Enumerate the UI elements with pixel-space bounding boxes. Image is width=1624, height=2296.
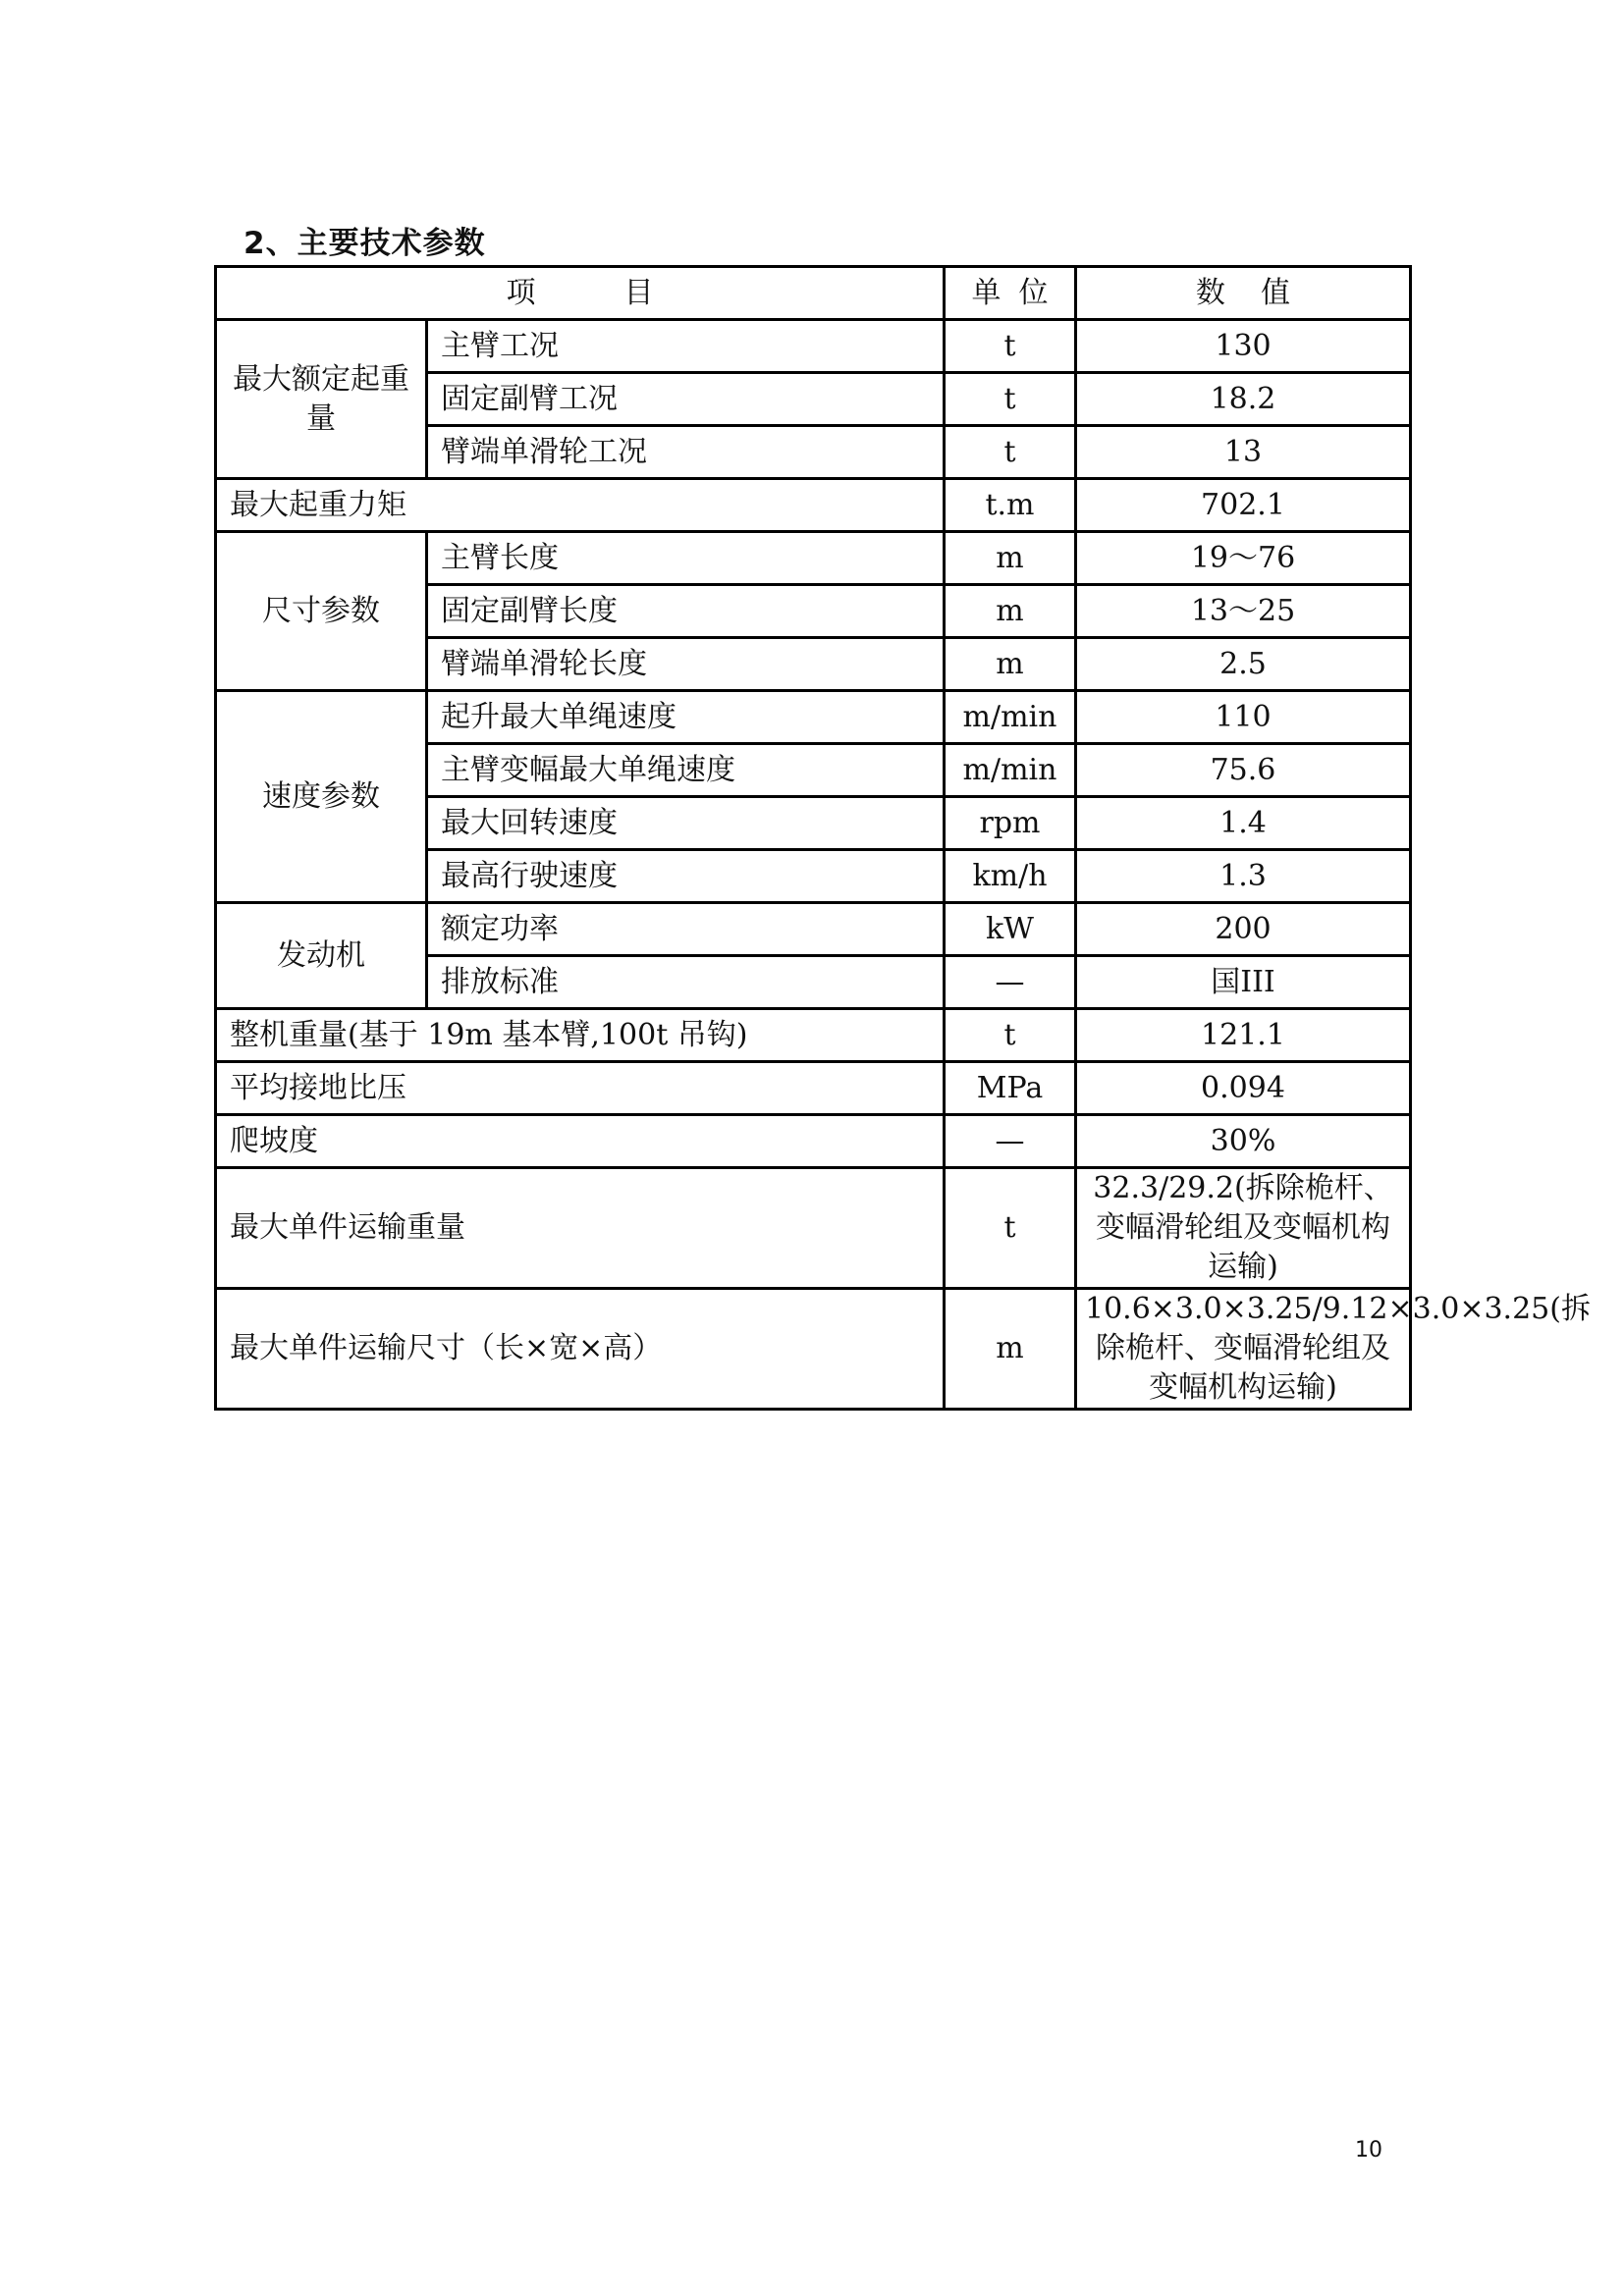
row-value: 121.1 [1076, 1009, 1411, 1062]
row-item: 最大单件运输重量 [216, 1168, 945, 1289]
row-unit: km/h [945, 850, 1076, 903]
table-row [216, 1062, 1411, 1115]
row-item: 主臂工况 [427, 320, 945, 373]
row-unit: t [945, 426, 1076, 479]
table-row [216, 1009, 1411, 1062]
row-unit: m [945, 532, 1076, 585]
row-item: 最高行驶速度 [427, 850, 945, 903]
row-unit: t [945, 1168, 1076, 1289]
row-value: 702.1 [1076, 479, 1411, 532]
page-number: 10 [1355, 2138, 1382, 2163]
row-unit: m [945, 585, 1076, 638]
row-item: 额定功率 [427, 903, 945, 956]
row-unit: MPa [945, 1062, 1076, 1115]
row-value: 0.094 [1076, 1062, 1411, 1115]
row-unit: m [945, 1289, 1076, 1410]
row-unit: m [945, 638, 1076, 691]
row-unit: — [945, 956, 1076, 1009]
row-item: 臂端单滑轮长度 [427, 638, 945, 691]
table-row [216, 532, 1411, 585]
row-item: 起升最大单绳速度 [427, 691, 945, 744]
group-dimensions: 尺寸参数 [216, 532, 427, 691]
table-row [216, 1289, 1411, 1410]
row-item: 最大单件运输尺寸（长×宽×高） [216, 1289, 945, 1410]
row-item: 最大回转速度 [427, 797, 945, 850]
row-value: 32.3/29.2(拆除桅杆、变幅滑轮组及变幅机构运输) [1076, 1168, 1411, 1289]
row-unit: t [945, 1009, 1076, 1062]
row-value: 110 [1076, 691, 1411, 744]
row-unit: t [945, 320, 1076, 373]
row-item: 平均接地比压 [216, 1062, 945, 1115]
row-item: 整机重量(基于 19m 基本臂,100t 吊钩) [216, 1009, 945, 1062]
table-row [216, 691, 1411, 744]
header-item: 项目 [216, 267, 945, 320]
table-row [216, 479, 1411, 532]
row-value: 13 [1076, 426, 1411, 479]
row-unit: — [945, 1115, 1076, 1168]
row-value: 国III [1076, 956, 1411, 1009]
row-unit: t.m [945, 479, 1076, 532]
row-item: 排放标准 [427, 956, 945, 1009]
row-item: 主臂变幅最大单绳速度 [427, 744, 945, 797]
row-value: 30% [1076, 1115, 1411, 1168]
row-value: 10.6×3.0×3.25/9.12×3.0×3.25(拆除桅杆、变幅滑轮组及变幅机构运输) [1076, 1289, 1411, 1410]
header-unit: 单位 [945, 267, 1076, 320]
row-value: 13～25 [1076, 585, 1411, 638]
row-value: 200 [1076, 903, 1411, 956]
row-unit: kW [945, 903, 1076, 956]
table-row [216, 903, 1411, 956]
row-value: 1.3 [1076, 850, 1411, 903]
section-heading: 2、主要技术参数 [244, 226, 486, 261]
group-speed: 速度参数 [216, 691, 427, 903]
row-item: 爬坡度 [216, 1115, 945, 1168]
row-item: 臂端单滑轮工况 [427, 426, 945, 479]
group-lifting: 最大额定起重量 [216, 320, 427, 479]
row-item: 固定副臂工况 [427, 373, 945, 426]
row-value: 130 [1076, 320, 1411, 373]
row-item: 固定副臂长度 [427, 585, 945, 638]
table-row [216, 320, 1411, 373]
row-value: 1.4 [1076, 797, 1411, 850]
row-value: 19～76 [1076, 532, 1411, 585]
table-header-row [216, 267, 1411, 320]
group-engine: 发动机 [216, 903, 427, 1009]
spec-table [214, 265, 1591, 1411]
row-unit: m/min [945, 744, 1076, 797]
table-row [216, 1115, 1411, 1168]
row-value: 75.6 [1076, 744, 1411, 797]
row-unit: t [945, 373, 1076, 426]
row-value: 18.2 [1076, 373, 1411, 426]
row-unit: m/min [945, 691, 1076, 744]
header-value: 数值 [1076, 267, 1411, 320]
table-row [216, 1168, 1411, 1289]
row-value: 2.5 [1076, 638, 1411, 691]
row-item: 主臂长度 [427, 532, 945, 585]
row-unit: rpm [945, 797, 1076, 850]
row-item: 最大起重力矩 [216, 479, 945, 532]
